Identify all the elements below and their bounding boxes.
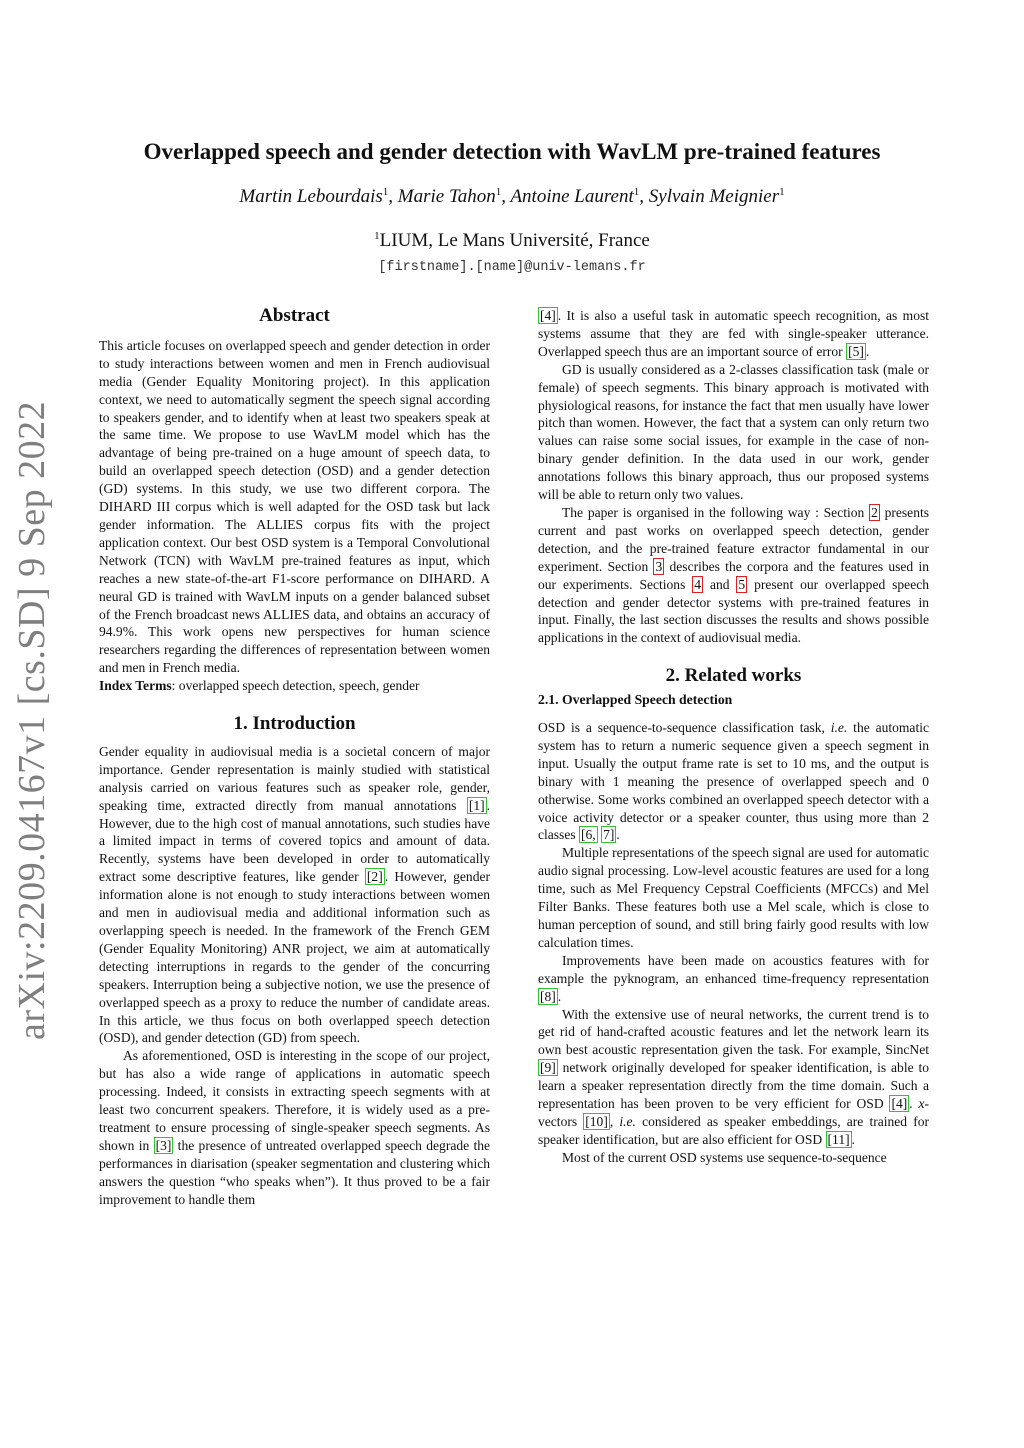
author-affil-mark: 1 [779, 186, 785, 198]
author-affil-mark: 1 [382, 186, 389, 198]
author-email: [firstname].[name]@univ-lemans.fr [378, 260, 646, 275]
citation-link[interactable]: 7] [603, 827, 615, 843]
index-terms: Index Terms: overlapped speech detection, speech, gender [99, 678, 420, 694]
section-link[interactable]: 2 [871, 504, 878, 520]
intro-paragraph-2: As aforementioned, OSD is interesting in the scope of our project, but has also a wide range of applications in automatic speech processing. Indeed, it consists in extracting speech segments with at least two concurrent speakers. Therefore, it is widely used as a pre-treatment to ensure processing of single-speaker speech segments. As shown in [3] the presence of untreated overlapped speech degrade the performances in diarisation (speaker segmentation and clustering which answers the question “who speaks when”). It thus proved to be a fair improvement to handle them [99, 1048, 490, 1207]
citation-link[interactable]: [4] [540, 308, 556, 323]
author-name: Antoine Laurent [510, 186, 634, 207]
citation-link[interactable]: [2] [366, 869, 383, 885]
introduction-heading: 1. Introduction [233, 713, 356, 735]
right-column [538, 307, 929, 1167]
arxiv-identifier: arXiv:2209.04167v1 [cs.SD] 9 Sep 2022 [11, 400, 53, 1040]
citation-link[interactable]: [11] [827, 1131, 850, 1147]
related-paragraph-1: OSD is a sequence-to-sequence classification task, i.e. the automatic system has to return a numeric sequence given a speech segment in input. Usually the output frame rate is set to 10 ms, and the output is binary with 1 meaning the presence of overlapped speech and 0 otherwise. Some works combined an overlapped speech detector with a voice activity detector or a speaker counter, thus using more than 2 classes [6, 7] . [538, 720, 929, 843]
citation-link[interactable]: [3] [155, 1137, 172, 1153]
intro-paragraph-1: Gender equality in audiovisual media is a societal concern of major importance. Gender representation is mainly studied with statistical analysis carried on various features such as speaker role, gender, speaking time, extracted directly from manual annotations [1] . However, due to the high cost of manual annotations, such studies have a limited impact in terms of covered topics and amount of data. Recently, systems have been developed in order to automatically extract some descriptive features, like gender [2] . However, gender information alone is not enough to study interactions between women and men in audiovisual media and additional information such as overlapping speech is needed. In the framework of the French GEM (Gender Equality Monitoring) ANR project, we aim at automatically detecting interruptions in regards to the gender of the concurring speakers. Interruption being a subjective notion, we use the presence of overlapped speech as a proxy to reduce the number of candidate areas. In this article, we thus focus on both overlapped speech detection (OSD), and gender detection (GD) from speech. [99, 743, 490, 1046]
citation-link[interactable]: [1] [468, 797, 485, 813]
related-paragraph-2: Multiple representations of the speech signal are used for automatic audio signal processing. Low-level acoustic features are used for a long time, such as Mel Frequency Cepstral Coefficients (MFCCs) and Mel Filter Banks. These features both use a Mel scale, which is close to human perception of sound, and still bring fairly good results with low calculation times. [538, 845, 929, 950]
affiliation: $^1$LIUM, Le Mans Université, France [374, 230, 650, 251]
citation-link[interactable]: [10] [585, 1113, 608, 1129]
related-paragraph-4: With the extensive use of neural networks, the current trend is to get rid of hand-crafted acoustic features and let the network learn its own best acoustic representation given the task. For example, SincNet [9] network originally developed for speaker identification, is able to learn a speaker representation directly from the time domain. Such a representation has been proven to be very efficient for OSD [4] . x-vectors [10] , i.e. considered as speaker embeddings, are trained for speaker identification, but are also efficient for OSD [11] . [538, 1006, 929, 1147]
author-list: Martin Lebourdais$^1$, Marie Tahon$^1$, Antoine Laurent$^1$, Sylvain Meignier$^1$ [239, 186, 785, 207]
citation-link[interactable]: [6, [581, 827, 596, 843]
left-column [99, 307, 490, 1209]
citation-link[interactable]: [9] [540, 1060, 556, 1076]
abstract-text: This article focuses on overlapped speech and gender detection in order to study interactions between women and men in French audiovisual media (Gender Equality Monitoring project). In this application context, we need to automatically segment the speech signal according to speakers gender, and to identify when at least two speakers speak at the same time. We propose to use WavLM model which has the advantage of being pre-trained on a huge amount of speech data, to build an overlapped speech detection (OSD) and a gender detection (GD) systems. In this study, we use two different corpora. The DIHARD III corpus which is well adapted for the OSD task but lack gender information. The ALLIES corpus fits with the project application context. Our best OSD system is a Temporal Convolutional Network (TCN) with WavLM pre-trained features as input, which reaches a new state-of-the-art F1-score performance on DIHARD. A neural GD is trained with WavLM inputs on a gender balanced subset of the French broadcast news ALLIES data, and obtains an accuracy of 94.9%. This work opens new perspectives for human science researchers regarding the differences of representation between women and men in French media. [99, 337, 490, 676]
intro-paragraph-3: GD is usually considered as a 2-classes classification task (male or female) of speech segments. This binary approach is motivated with physiological reasons, for instance the fact that men usually have lower pitch than women. However, the fact that a system can only return two values can raise some social issues, for example in the case of non-binary gender definition. In the data used in our work, gender annotations follows this binary approach, thus our proposed systems will be able to return only two values. [538, 361, 929, 503]
related-paragraph-5: Most of the current OSD systems use sequence-to-sequence [562, 1149, 887, 1165]
author-name: Marie Tahon [397, 186, 496, 207]
related-paragraph-3: Improvements have been made on acoustics features with for example the pyknogram, an enhanced time-frequency representation [8] . [538, 952, 929, 1004]
intro-paragraph-2-cont: [4] . It is also a useful task in automatic speech recognition, as most systems assume that they are fed with single-speaker utterance. Overlapped speech thus are an important source of error [5] . [538, 308, 929, 359]
section-link[interactable]: 3 [655, 558, 663, 574]
author-affil-mark: 1 [633, 186, 640, 198]
abstract-heading: Abstract [259, 305, 330, 326]
author-name: Martin Lebourdais [239, 186, 383, 207]
citation-link[interactable]: [4] [891, 1096, 908, 1112]
related-works-heading: 2. Related works [665, 665, 802, 687]
osd-subsection-heading: 2.1. Overlapped Speech detection [538, 692, 733, 708]
section-link[interactable]: 5 [738, 576, 746, 592]
citation-link[interactable]: [8] [540, 988, 556, 1004]
paper-title: Overlapped speech and gender detection with WavLM pre-trained features [143, 139, 881, 164]
section-link[interactable]: 4 [694, 576, 702, 592]
author-affil-mark: 1 [495, 186, 502, 198]
citation-link[interactable]: [5] [848, 343, 864, 359]
author-name: Sylvain Meignier [648, 186, 780, 207]
intro-paragraph-4: The paper is organised in the following way : Section 2 presents current and past works on overlapped speech detection, gender detection, and the pre-trained feature extractor fundamental in our experiment. Section 3 describes the corpora and the features used in our experiments. Sections 4 and 5 present our overlapped speech detection and gender detector systems with pre-trained features in input. Finally, the last section discusses the results and shows possible applications in the context of audiovisual media. [538, 504, 930, 646]
